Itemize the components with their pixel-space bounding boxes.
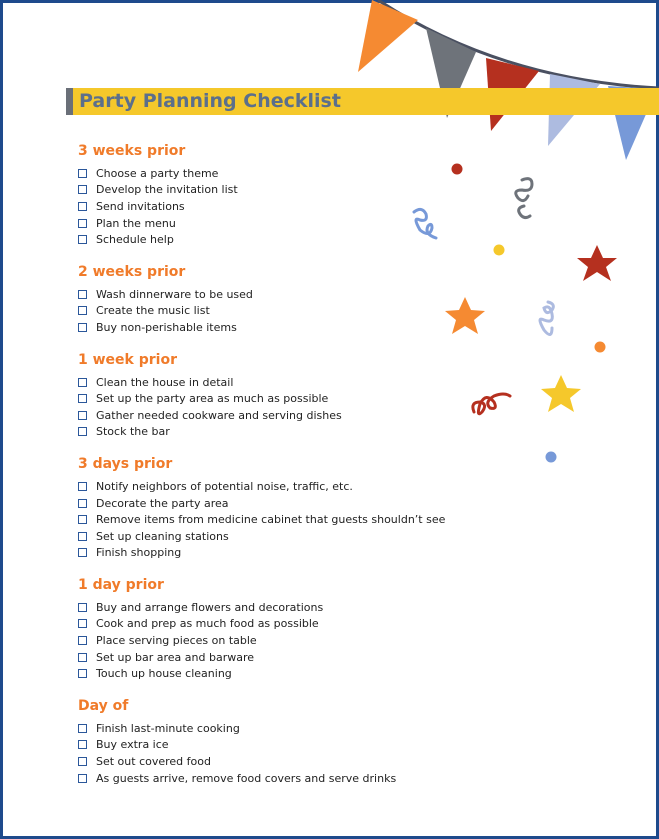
checkbox-icon[interactable] xyxy=(78,653,87,662)
section-heading: 3 days prior xyxy=(78,456,173,473)
streamer-lavender xyxy=(540,302,553,335)
checkbox-icon[interactable] xyxy=(78,411,87,420)
checkbox-icon[interactable] xyxy=(78,202,87,211)
checklist-item xyxy=(78,495,458,512)
checkbox-icon[interactable] xyxy=(78,323,87,332)
checklist-item xyxy=(78,374,458,391)
checkbox-icon[interactable] xyxy=(78,603,87,612)
checkbox-icon[interactable] xyxy=(78,235,87,244)
checklist-item xyxy=(78,286,458,303)
checklist-item-label: Stock the bar xyxy=(96,425,170,439)
checklist-item xyxy=(78,753,458,770)
checklist-item xyxy=(78,390,458,407)
checklist-item-label: Plan the menu xyxy=(96,216,176,230)
section-heading: 3 weeks prior xyxy=(78,143,186,159)
checklist-item xyxy=(78,649,458,666)
checklist-item-label: Set up cleaning stations xyxy=(96,529,229,543)
confetti-dot-orange xyxy=(595,342,606,353)
checkbox-icon[interactable] xyxy=(78,378,87,387)
checkbox-icon[interactable] xyxy=(78,427,87,436)
checklist-item xyxy=(78,616,458,633)
checklist-section xyxy=(78,696,458,786)
checklist-item-label: Send invitations xyxy=(96,199,185,213)
checklist-item-label: Finish shopping xyxy=(96,546,182,560)
checklist-item xyxy=(78,319,458,336)
checkbox-icon[interactable] xyxy=(78,548,87,557)
checklist-item-label: Create the music list xyxy=(96,304,210,318)
checklist-item-label: Set up the party area as much as possible xyxy=(96,392,329,406)
checklist-item-label: Notify neighbors of potential noise, traffic, etc. xyxy=(96,479,353,493)
checklist-item-label: Set out covered food xyxy=(96,755,211,769)
checklist-item-label: Wash dinnerware to be used xyxy=(96,287,253,301)
checklist-item-label: Finish last-minute cooking xyxy=(96,721,240,735)
section-heading: 2 weeks prior xyxy=(78,263,186,280)
section-heading: Day of xyxy=(78,698,129,715)
checklist-section xyxy=(78,575,458,682)
checklist xyxy=(78,141,458,800)
checklist-item xyxy=(78,770,458,787)
checkbox-icon[interactable] xyxy=(78,290,87,299)
checkbox-icon[interactable] xyxy=(78,669,87,678)
checkbox-icon[interactable] xyxy=(78,532,87,541)
checklist-item xyxy=(78,720,458,737)
checklist-section xyxy=(78,454,458,561)
checkbox-icon[interactable] xyxy=(78,724,87,733)
checklist-item xyxy=(78,478,458,495)
checklist-item xyxy=(78,198,458,215)
confetti-dot-yellow xyxy=(494,245,505,256)
checkbox-icon[interactable] xyxy=(78,482,87,491)
checklist-item-label: Clean the house in detail xyxy=(96,375,234,389)
checklist-item-label: Schedule help xyxy=(96,233,174,247)
checklist-item-label: Set up bar area and barware xyxy=(96,650,255,664)
star-red xyxy=(577,245,617,281)
checklist-item xyxy=(78,165,458,182)
checklist-item-label: Decorate the party area xyxy=(96,496,229,510)
section-heading: 1 day prior xyxy=(78,577,164,594)
checklist-item-label: Touch up house cleaning xyxy=(96,667,232,681)
checkbox-icon[interactable] xyxy=(78,740,87,749)
checkbox-icon[interactable] xyxy=(78,185,87,194)
checklist-item-label: Develop the invitation list xyxy=(96,183,238,197)
confetti-dot-blue xyxy=(546,452,557,463)
checkbox-icon[interactable] xyxy=(78,394,87,403)
checkbox-icon[interactable] xyxy=(78,306,87,315)
checklist-item-label: Buy and arrange flowers and decorations xyxy=(96,600,324,614)
checklist-item-label: Gather needed cookware and serving dishes xyxy=(96,408,342,422)
checklist-section xyxy=(78,350,458,440)
checklist-item xyxy=(78,599,458,616)
checklist-item xyxy=(78,182,458,199)
title-accent xyxy=(66,88,73,115)
checklist-item-label: As guests arrive, remove food covers and serve drinks xyxy=(96,771,397,785)
checkbox-icon[interactable] xyxy=(78,757,87,766)
checklist-item-label: Cook and prep as much food as possible xyxy=(96,617,319,631)
checklist-item xyxy=(78,632,458,649)
checkbox-icon[interactable] xyxy=(78,169,87,178)
checkbox-icon[interactable] xyxy=(78,499,87,508)
checklist-section xyxy=(78,141,458,248)
checklist-item-label: Remove items from medicine cabinet that guests shouldn’t see xyxy=(96,513,446,527)
checklist-item-label: Choose a party theme xyxy=(96,166,219,180)
page-title: Party Planning Checklist xyxy=(79,90,341,112)
streamer-red xyxy=(473,394,510,414)
checklist-item-label: Place serving pieces on table xyxy=(96,634,257,648)
checklist-item xyxy=(78,231,458,248)
checklist-item xyxy=(78,424,458,441)
checklist-item-label: Buy extra ice xyxy=(96,738,169,752)
checklist-item xyxy=(78,665,458,682)
checklist-item xyxy=(78,511,458,528)
checklist-item-label: Buy non-perishable items xyxy=(96,320,237,334)
checklist-item xyxy=(78,215,458,232)
streamer-grey xyxy=(516,179,532,218)
checklist-item xyxy=(78,737,458,754)
checklist-item xyxy=(78,528,458,545)
checkbox-icon[interactable] xyxy=(78,219,87,228)
checklist-item xyxy=(78,407,458,424)
checkbox-icon[interactable] xyxy=(78,636,87,645)
checklist-section xyxy=(78,262,458,336)
section-heading: 1 week prior xyxy=(78,351,177,368)
checkbox-icon[interactable] xyxy=(78,619,87,628)
star-yellow xyxy=(541,375,581,412)
checklist-item xyxy=(78,303,458,320)
checkbox-icon[interactable] xyxy=(78,774,87,783)
checklist-item xyxy=(78,545,458,562)
checkbox-icon[interactable] xyxy=(78,515,87,524)
